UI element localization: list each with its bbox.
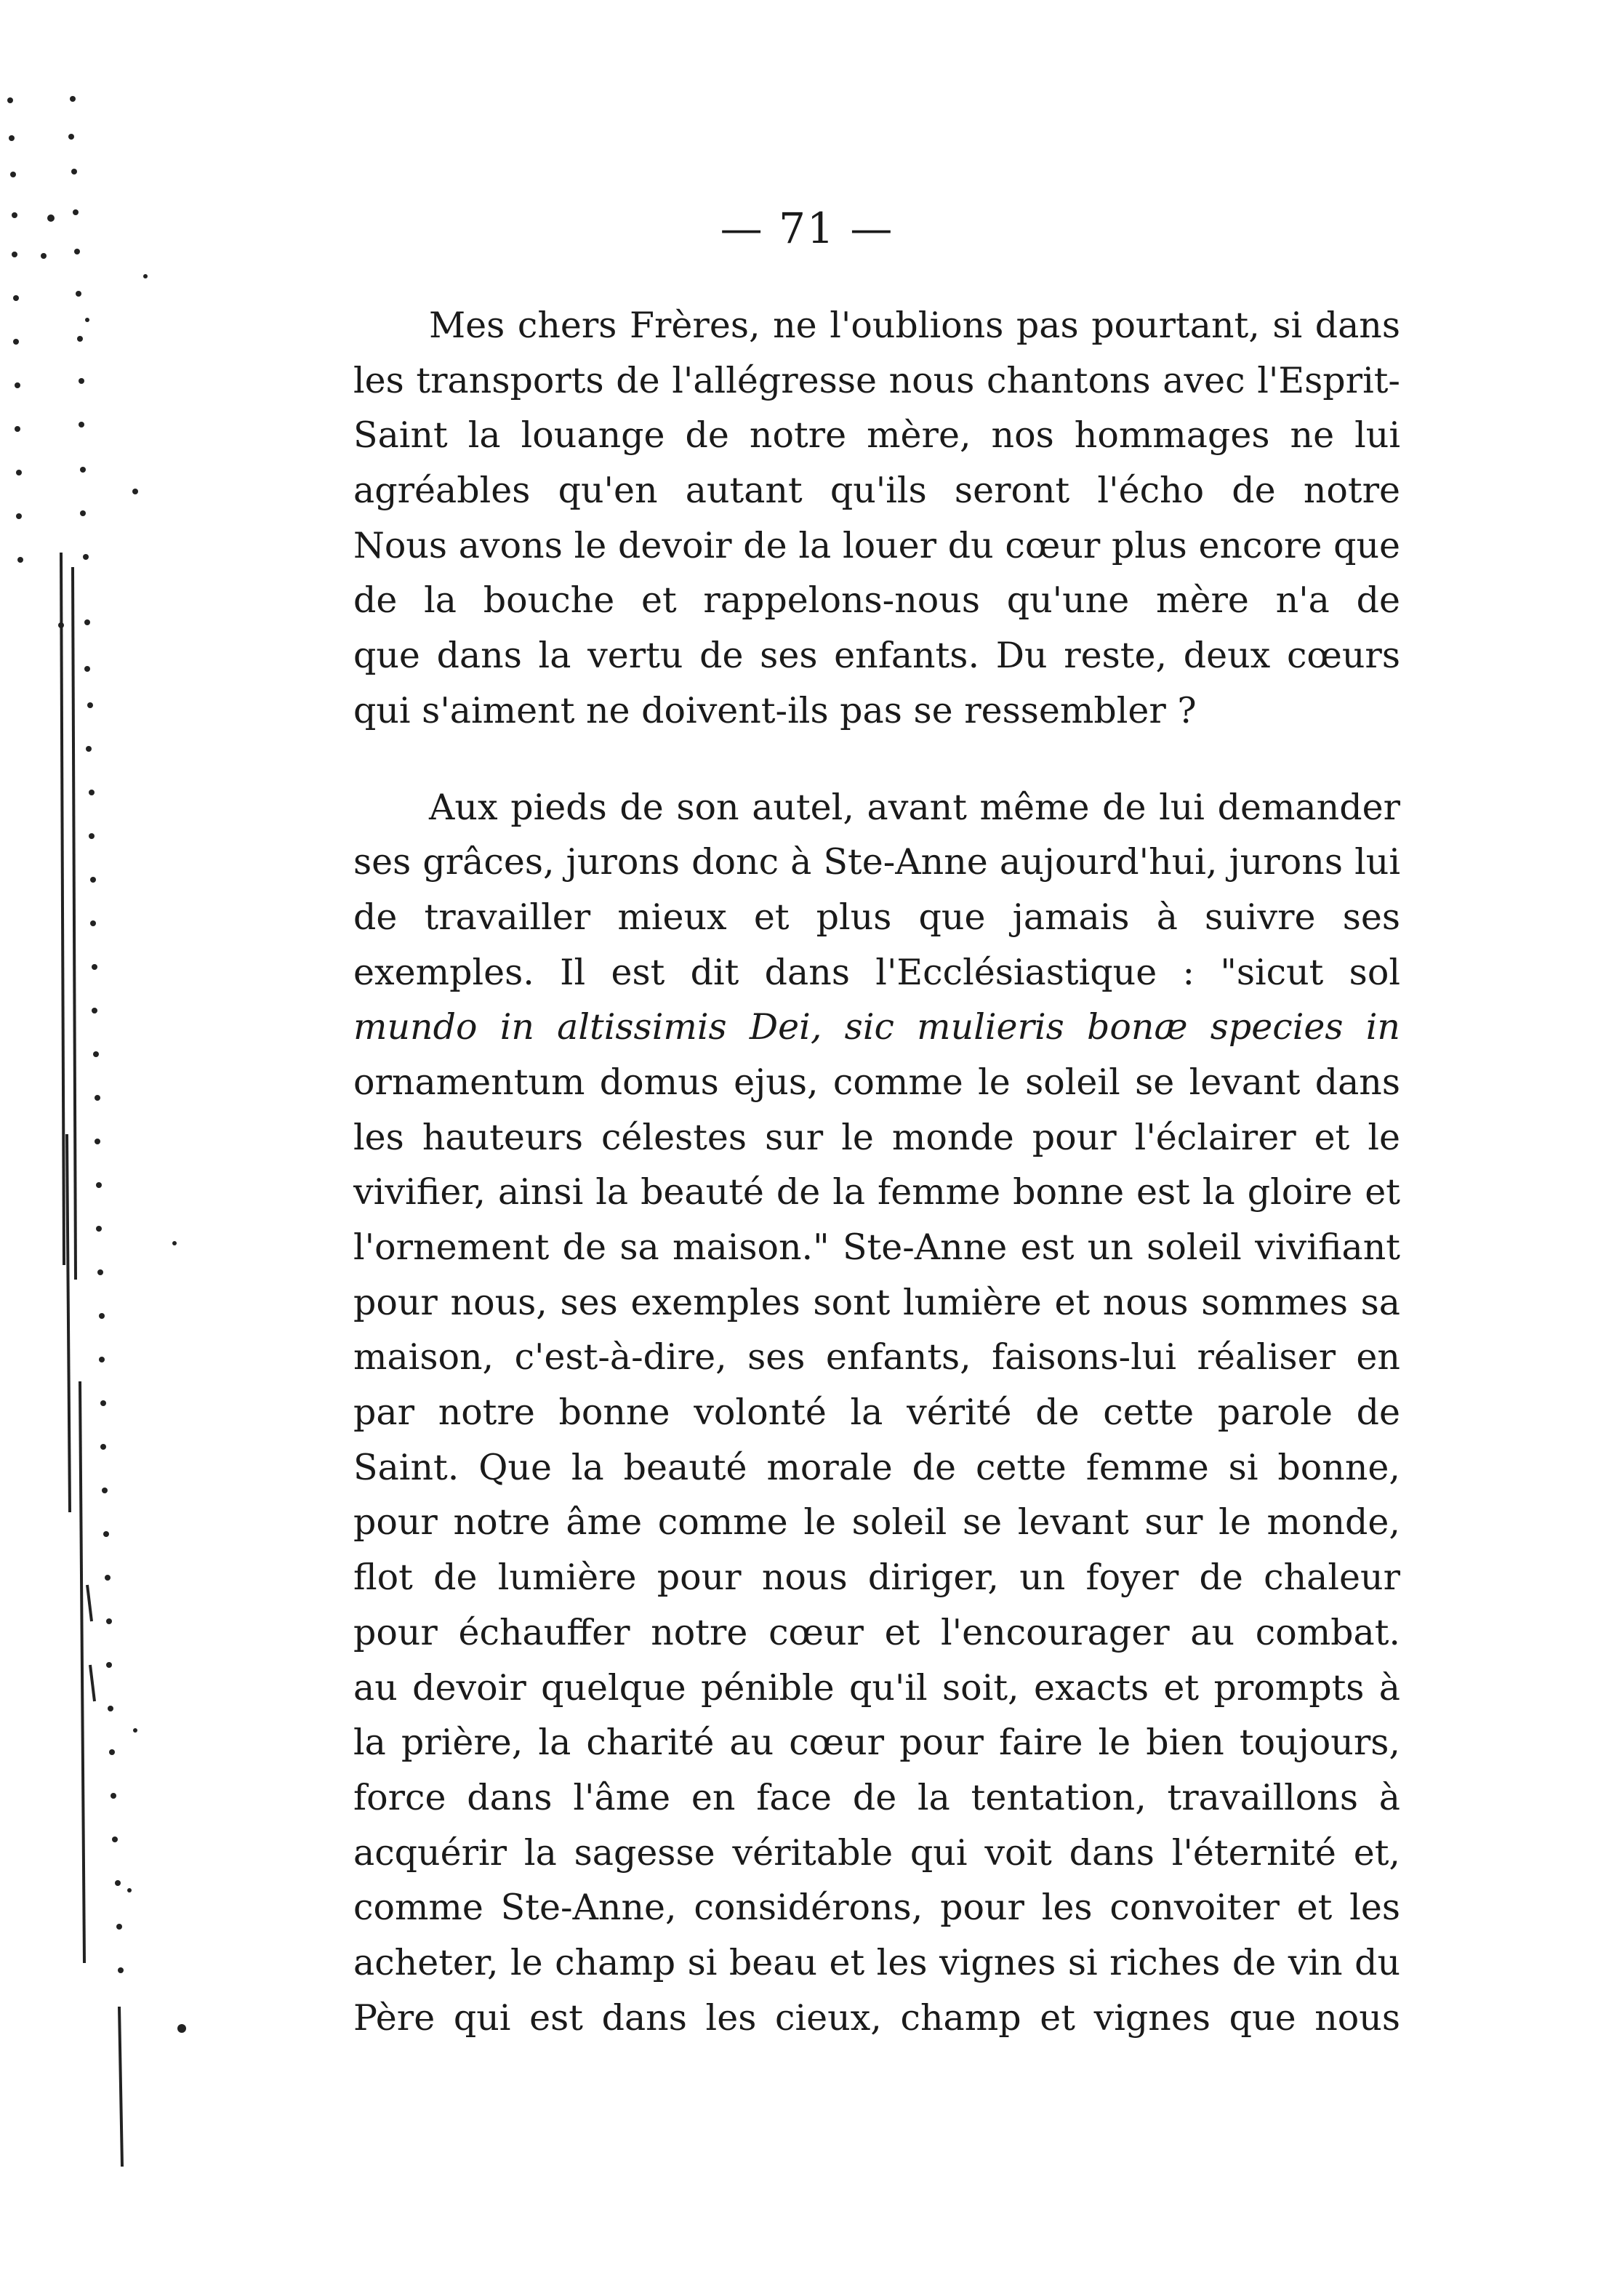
text-line: force dans l'âme en face de la tentation, travaillons à: [353, 1776, 1400, 1818]
body-text: [353, 298, 1400, 2045]
page-number: — 71 —: [720, 204, 894, 253]
text-line: comme Ste-Anne, considérons, pour les convoiter et les: [353, 1887, 1400, 1929]
text-line: qui s'aiment ne doivent-ils pas se ressembler ?: [353, 689, 1197, 731]
text-line: Aux pieds de son autel, avant même de lui demander: [429, 786, 1400, 828]
text-line: ses grâces, jurons donc à Ste-Anne aujourd'hui, jurons lui: [353, 841, 1400, 883]
text-line: pour notre âme comme le soleil se levant sur le monde,: [353, 1501, 1400, 1544]
text-line: exemples. Il est dit dans l'Ecclésiastique : "sicut sol: [353, 951, 1400, 993]
text-line: la prière, la charité au cœur pour faire le bien toujours,: [353, 1722, 1400, 1764]
text-line: Saint. Que la beauté morale de cette femme si bonne,: [353, 1446, 1400, 1488]
text-line: acquérir la sagesse véritable qui voit dans l'éternité et,: [353, 1831, 1400, 1874]
text-line: Nous avons le devoir de la louer du cœur plus encore que: [353, 524, 1400, 566]
text-line: agréables qu'en autant qu'ils seront l'écho de notre: [353, 470, 1400, 512]
text-line: les transports de l'allégresse nous chantons avec l'Esprit-: [353, 359, 1400, 401]
text-line: que dans la vertu de ses enfants. Du reste, deux cœurs: [353, 635, 1400, 677]
text-line: Mes chers Frères, ne l'oublions pas pourtant, si dans: [429, 305, 1400, 346]
text-line: flot de lumière pour nous diriger, un foyer de chaleur: [353, 1557, 1400, 1599]
text-line: au devoir quelque pénible qu'il soit, exacts et prompts à: [353, 1666, 1400, 1709]
text-line: de travailler mieux et plus que jamais à suivre ses: [353, 896, 1400, 938]
text-line: maison, c'est-à-dire, ses enfants, faisons-lui réaliser en: [353, 1336, 1400, 1378]
text-line: Saint la louange de notre mère, nos hommages ne lui: [353, 414, 1400, 457]
text-line-italic: mundo in altissimis Dei, sic mulieris bonæ species in: [353, 1006, 1400, 1048]
paragraph-gap: [353, 739, 1400, 780]
text-line: de la bouche et rappelons-nous qu'une mère n'a de: [353, 579, 1400, 622]
binding-gutter-specks: [0, 0, 218, 2296]
text-line: vivifier, ainsi la beauté de la femme bonne est la gloire et: [353, 1171, 1400, 1213]
text-line: pour échauffer notre cœur et l'encourager au combat.: [353, 1611, 1400, 1653]
text-line: ornamentum domus ejus, comme le soleil se levant dans: [353, 1061, 1400, 1103]
text-line: l'ornement de sa maison." Ste-Anne est un soleil vivifiant: [353, 1227, 1400, 1268]
text-line: Père qui est dans les cieux, champ et vignes que nous: [353, 1996, 1400, 2039]
text-line: par notre bonne volonté la vérité de cette parole de: [353, 1392, 1400, 1434]
text-line: les hauteurs célestes sur le monde pour l'éclairer et le: [353, 1116, 1400, 1158]
text-line: acheter, le champ si beau et les vignes si riches de vin du: [353, 1941, 1400, 1983]
text-line: pour nous, ses exemples sont lumière et nous sommes sa: [353, 1281, 1400, 1323]
